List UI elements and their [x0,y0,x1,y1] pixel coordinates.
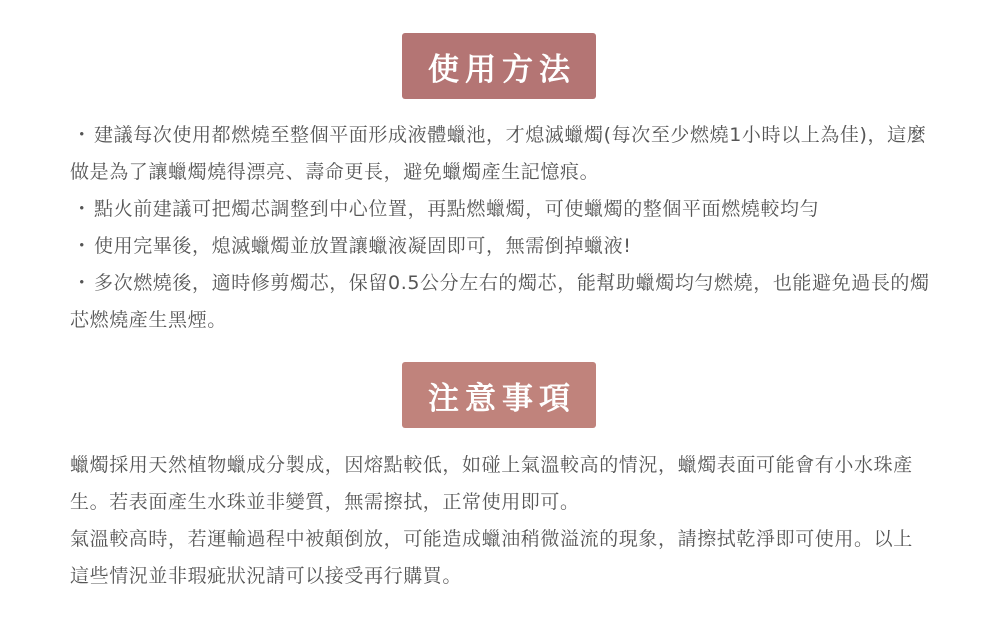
bullet-icon: ・ [72,124,92,146]
bullet-icon: ・ [72,272,92,294]
bullet-icon: ・ [72,235,92,257]
notes-paragraph-1: 蠟燭採用天然植物蠟成分製成，因熔點較低，如碰上氣溫較高的情況，蠟燭表面可能會有小水珠產生。若表面產生水珠並非變質，無需擦拭，正常使用即可。 [70,454,913,513]
usage-item-3: ・ 使用完畢後，熄滅蠟燭並放置讓蠟液凝固即可，無需倒掉蠟液! [70,228,932,265]
notes-title-text: 注意事項 [428,380,576,417]
bullet-icon: ・ [72,198,92,220]
notes-section-title [402,362,596,428]
notes-content [70,447,932,595]
usage-item-4: ・ 多次燃燒後，適時修剪燭芯，保留0.5公分左右的燭芯，能幫助蠟燭均勻燃燒，也能避免過長的燭芯燃燒產生黑煙。 [70,265,932,339]
usage-section-title [402,33,596,99]
usage-title-text: 使用方法 [428,51,576,88]
usage-item-2: ・ 點火前建議可把燭芯調整到中心位置，再點燃蠟燭，可使蠟燭的整個平面燃燒較均勻 [70,191,932,228]
usage-item-1: ・ 建議每次使用都燃燒至整個平面形成液體蠟池，才熄滅蠟燭(每次至少燃燒1小時以上為佳)，這麼做是為了讓蠟燭燒得漂亮、壽命更長，避免蠟燭產生記憶痕。 [70,117,932,191]
usage-instructions-list [70,117,932,339]
notes-paragraph-2: 氣溫較高時，若運輸過程中被顛倒放，可能造成蠟油稍微溢流的現象，請擦拭乾淨即可使用。以上這些情況並非瑕疵狀況請可以接受再行購買。 [70,528,913,587]
